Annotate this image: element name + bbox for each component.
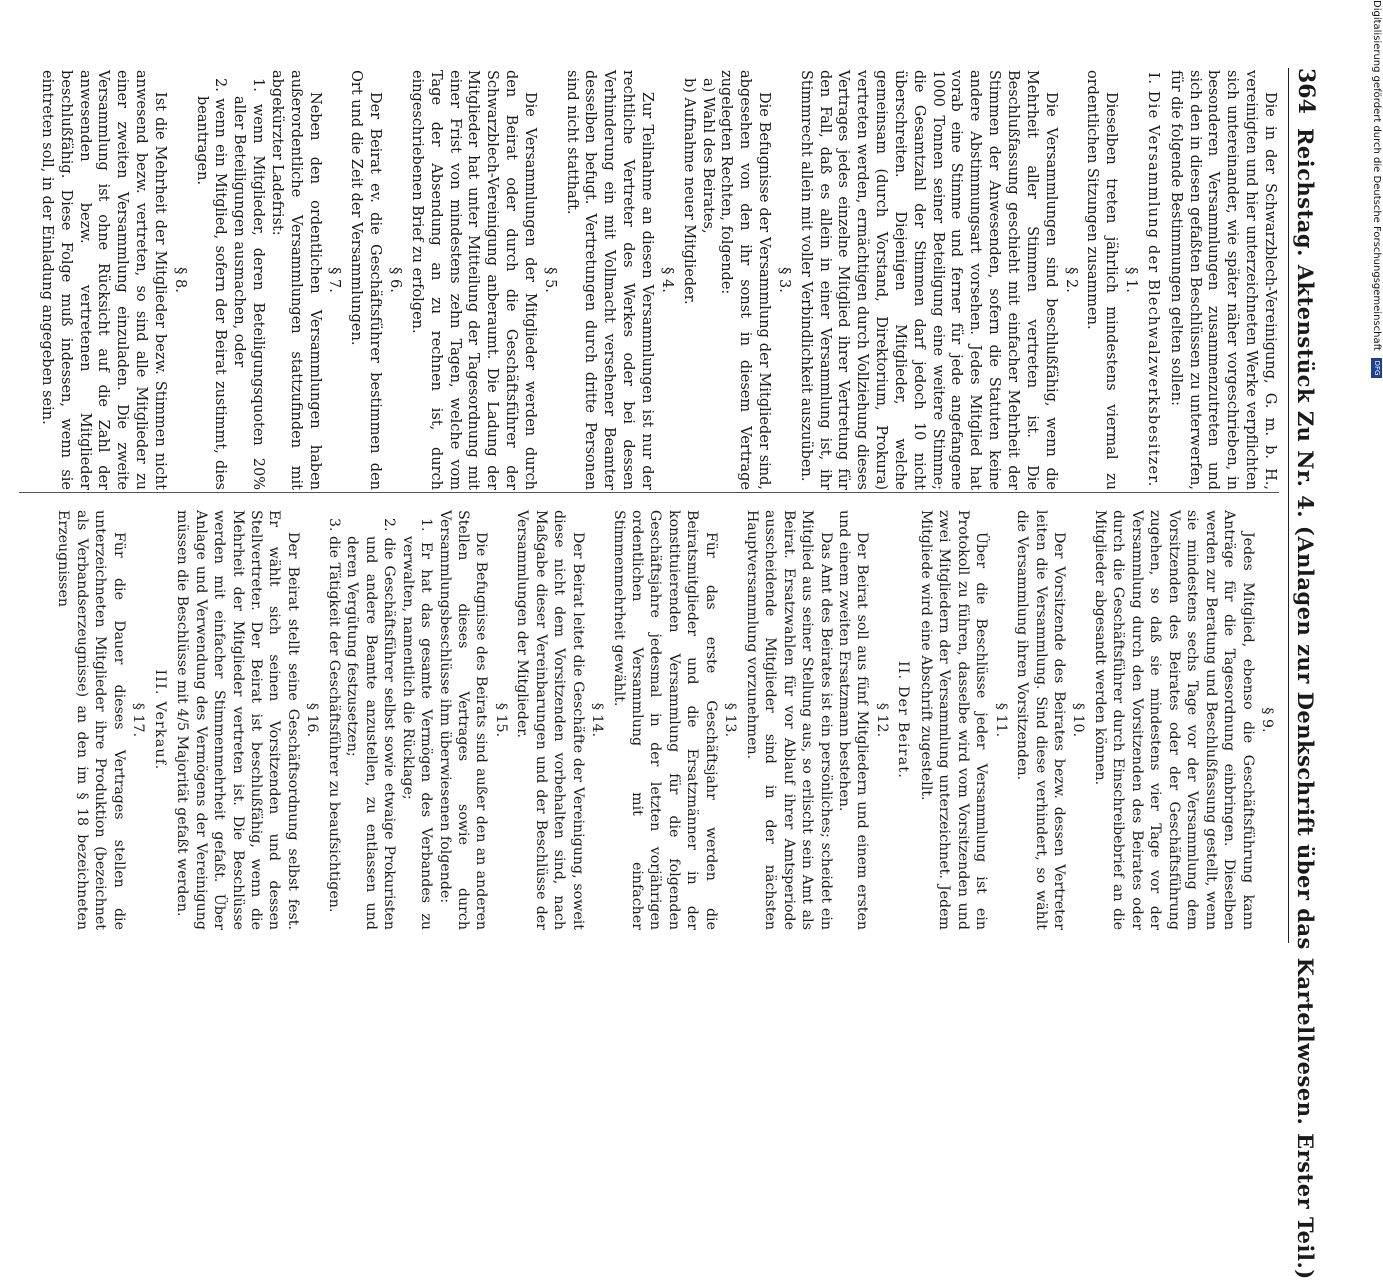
section-number: § 1. — [1123, 267, 1140, 293]
section-number: § 14. — [589, 702, 606, 738]
list-item: 1. wenn Mitglieder, deren Beteiligungsquoten 20% aller Beteiligungen ausmachen, oder — [231, 78, 267, 490]
section-number: § 5. — [541, 267, 558, 293]
paragraph: Jedes Mitglied, ebenso die Geschäftsführung kann Anträge für die Tagesordnung einbringen. Dieselben werden zur Beratung und Beschlußfassung gestellt, wenn sie mindestens sechs Tage vor der Versammlung dem Vorsitzenden des Beirates oder der Geschäftsführung zugehen, so daß sie mindestens vier Tage vor der Versammlung durch den Vorsitzenden des Beirates oder durch die Geschäftsführer durch Einschreibebrief an die Mitglieder abgesandt werden können. — [1091, 510, 1256, 930]
section-number: § 4. — [658, 267, 675, 293]
list-item: a) Wahl des Beirates, — [699, 78, 716, 234]
section-heading: I. Die Versammlung der Blechwalzwerksbesitzer. — [1144, 72, 1161, 488]
footer-credit — [1369, 0, 1383, 1000]
credit-text: Digitalisierung gefördert durch die Deutsche Forschungsgemeinschaft — [1371, 0, 1382, 351]
section-number: § 15. — [492, 702, 509, 738]
page-header — [1288, 68, 1326, 1280]
right-column — [54, 510, 1279, 930]
section-number: § 7. — [326, 267, 343, 293]
list-item: 3. die Tätigkeit der Geschäftsführer zu beaufsichtigen. — [325, 518, 342, 913]
list-item: 2. wenn ein Mitglied, sofern der Beirat zustimmt, dies beantragen. — [193, 78, 229, 490]
list-item: 2. die Geschäftsführer selbst sowie etwaige Prokuristen und andere Beamte anzustellen, zu entlassen und deren Vergütung festzusetzen; — [344, 518, 398, 930]
paragraph: Der Beirat soll aus fünf Mitgliedern und einem ersten und einem zweiten Ersatzmann bestehen. — [836, 510, 871, 930]
section-number: § 2. — [1062, 267, 1079, 293]
paragraph: Über die Beschlüsse jeder Versammlung ist ein Protokoll zu führen, dasselbe wird vom Vorsitzenden und zwei Mitgliedern der Versammlung unterzeichnet. Jedem Mitgliede wird eine Abschrift zugestellt. — [917, 510, 990, 930]
list-item: 1. Er hat das gesamte Vermögen des Verbandes zu verwalten, namentlich die Rücklage; — [399, 518, 435, 930]
paragraph: Der Vorsitzende des Beirates bezw. dessen Vertreter leiten die Versammlung. Sind diese verhindert, so wählt die Versammlung ihren Vorsitzenden. — [1014, 510, 1068, 930]
paragraph: Der Beirat ev. die Geschäftsführer bestimmen den Ort und die Zeit der Versammlungen. — [348, 70, 384, 490]
section-number: § 3. — [775, 267, 792, 293]
section-number: § 6. — [387, 267, 404, 293]
column-divider — [19, 492, 1279, 493]
page-number: 364 — [1293, 68, 1319, 114]
paragraph: Der Beirat leitet die Geschäfte der Vereinigung, soweit diese nicht dem Vorsitzenden vorbehalten sind, nach Maßgabe dieser Vereinbarungen und der Beschlüsse der Versammlungen der Mitglieder. — [514, 510, 586, 930]
paragraph: Die in der Schwarzblech-Vereinigung, G. m. b. H., vereinigten und hier unterzeichneten Werke verpflichten sich untereinander, wie später näher vorgeschrieben, in besonderen Versammlungen zusammenzutreten und sich den in diesen gefaßten Beschlüssen zu unterwerfen, für die folgende Bestimmungen gelten sollen: — [1167, 70, 1278, 490]
section-number: § 17. — [130, 702, 147, 738]
paragraph: Ist die Mehrheit der Mitglieder bezw. Stimmen nicht anwesend bezw. vertreten, so sind alle Mitglieder zu einer zweiten Versammlung einzuladen. Die zweite Versammlung ist ohne Rücksicht auf die Zahl der anwesenden bezw. vertretenen Mitglieder beschlußfähig. Diese Folge muß indessen, wenn sie eintreten soll, in der Einladung angegeben sein. — [38, 70, 168, 490]
section-heading: II. Der Beirat. — [895, 660, 912, 780]
section-heading: III. Verkauf. — [151, 669, 168, 771]
section-number: § 13. — [722, 702, 739, 738]
section-number: § 8. — [171, 267, 188, 293]
dfg-logo: DFG — [1372, 358, 1383, 378]
paragraph: Das Amt des Beirates ist ein persönliches; scheidet ein Mitglied aus seiner Stellung aus, so erlischt sein Amt als Beirat. Ersatzwahlen für vor Ablauf ihrer Amtsperiode ausscheidende Mitglieder sind in der nächsten Hauptversammlung vorzunehmen. — [743, 510, 834, 930]
page-title: Reichstag. Aktenstück Zu Nr. 4. (Anlagen zur Denkschrift über das Kartellwesen. Erster Teil.) — [1293, 127, 1318, 1280]
paragraph: Die Befugnisse des Beirats sind außer den an anderen Stellen dieses Vertrages sowie durch Versammlungsbeschlüsse ihm überwiesenen folgende: — [436, 510, 490, 930]
section-number: § 11. — [992, 702, 1009, 738]
section-number: § 12. — [873, 702, 890, 738]
section-number: § 10. — [1070, 702, 1087, 738]
paragraph: Dieselben treten jährlich mindestens viermal zu ordentlichen Sitzungen zusammen. — [1084, 70, 1120, 490]
section-number: § 16. — [304, 702, 321, 738]
paragraph: Zur Teilnahme an diesen Versammlungen ist nur der rechtliche Vertreter des Werkes oder bei dessen Verhinderung ein mit Vollmacht versehener Beamter desselben befugt. Vertretungen durch dritte Personen sind nicht statthaft. — [563, 70, 655, 490]
paragraph: Neben den ordentlichen Versammlungen haben außerordentliche Versammlungen stattzufinden mit abgekürzter Ladefrist: — [268, 70, 323, 490]
left-column — [37, 70, 1279, 490]
list-item: b) Aufnahme neuer Mitglieder. — [680, 78, 697, 305]
paragraph: Die Befugnisse der Versammlung der Mitglieder sind, abgesehen von den ihr sonst in diesem Vertrage zugelegten Rechten, folgende: — [718, 70, 773, 490]
paragraph: Die Versammlungen der Mitglieder werden durch den Beirat oder durch die Geschäftsführer der Schwarzblech-Vereinigung anberaumt. Die Ladung der Mitglieder hat unter Mitteilung der Tagesordnung mit einer Frist von mindestens zehn Tagen, welche vom Tage der Absendung an zu rechnen ist, durch eingeschriebenen Brief zu erfolgen. — [408, 70, 538, 490]
paragraph: Für die Dauer dieses Vertrages stellen die unterzeichneten Mitglieder ihre Produktion (bezeichnet als Verbandserzeugnisse) an den im § 18 bezeichneten Erzeugnissen — [55, 510, 127, 930]
paragraph: Für das erste Geschäftsjahr werden die Beiratsmitglieder und die Ersatzmänner in der konstituierenden Versammlung für die folgenden Geschäftsjahre jedesmal in der letzten vorjährigen ordentlichen Versammlung mit einfacher Stimmenmehrheit gewählt. — [610, 510, 719, 930]
section-number: § 9. — [1259, 707, 1275, 733]
paragraph: Die Versammlungen sind beschlußfähig, wenn die Mehrheit aller Stimmen vertreten ist. Die Beschlußfassung geschieht mit einfacher Mehrheit der Stimmen der Anwesenden, sofern die Statuten keine andere Abstimmungsart vorsehen. Jedes Mitglied hat vorab eine Stimme und ferner für jede angefangene 1000 Tonnen seiner Beteiligung eine weitere Stimme; die Gesamtzahl der Stimmen darf jedoch 10 nicht überschreiten. Diejenigen Mitglieder, welche gemeinsam (durch Vorstand, Direktorium, Prokura) vertreten werden, ermächtigen durch Vollziehung dieses Vertrages jedes einzelne Mitglied ihrer Vertretung für den Fall, daß es allein in einer Versammlung ist, ihr Stimmrecht allein mit voller Verbindlichkeit auszuüben. — [797, 70, 1059, 490]
paragraph: Der Beirat stellt seine Geschäftsordnung selbst fest. Er wählt sich seinen Vorsitzenden und dessen Stellvertreter. Der Beirat ist beschlußfähig, wenn die Mehrheit der Mitglieder vertreten ist. Die Beschlüsse werden mit einfacher Stimmenmehrheit gefaßt. Über Anlage und Verwendung des Vermögens der Vereinigung müssen die Beschlüsse mit 4/5 Majorität gefaßt werden. — [174, 510, 301, 930]
